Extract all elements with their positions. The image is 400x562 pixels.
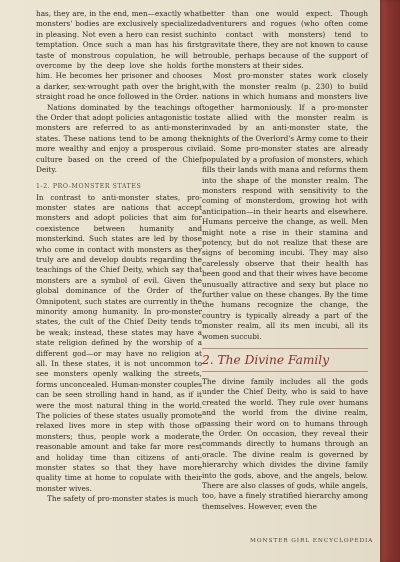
left-column xyxy=(36,9,202,505)
section-rule-bottom xyxy=(202,371,368,372)
paragraph: Most pro-monster states work closely with the monster realm (p. 230) to build nations in which humans and monsters live together harmoniously. If a pro-monster state allied with the monster realm is invaded by an anti-monster state, the knights of the Overlord's Army come to their aid. Some pro-monster states are already populated by a profusion of monsters, which fills their lands with mana and reforms them into the shape of the monster realm. The monsters respond with sensitivity to the coming of monsterdom, growing hot with anticipation—in their hearts and elsewhere. Humans perceive the change, as well. Men might note a rise in their stamina and potency, but do not realize that these are signs of becoming incubi. They may also carelessly observe that their health has been good and that their wives have become unusually attractive and sexy but place no further value on these changes. By the time the humans recognize the change, the country is typically already a part of the monster realm, all its men incubi, all its women succubi. xyxy=(202,71,368,341)
section-rule-top xyxy=(202,348,368,349)
paragraph: better than one would expect. Though adventurers and rogues (who often come into contact with monsters) tend to gravitate there, they are not known to cause trouble, perhaps because of the support of the monsters at their sides. xyxy=(202,9,368,71)
book-spine-edge xyxy=(380,0,400,562)
page-footer: MONSTER GIRL ENCYCLOPEDIA xyxy=(250,538,374,544)
section-title: 2. The Divine Family xyxy=(202,353,330,367)
paragraph: has, they are, in the end, men—exactly what monsters' bodies are exclusively specialized in pleasing. Not even a hero can resist such temptation. Once such a man has his first taste of monstrous copulation, he will be overcome by the deep love she holds for him. He becomes her prisoner and chooses a darker, sex-wrought path over the bright, straight road he once followed in the Order. xyxy=(36,9,202,102)
right-column xyxy=(202,9,368,512)
paragraph: Nations dominated by the teachings of the Order that adopt policies antagonistic to monsters are referred to as anti-monster states. These nations tend to be among the more wealthy and enjoy a prosperous civil culture based on the creed of the Chief Deity. xyxy=(36,102,202,175)
paragraph: The divine family includes all the gods under the Chief Deity, who is said to have created the world. They rule over humans and the world from the divine realm, passing their word on to humans through the Order. On occasion, they reveal their commands directly to humans through an oracle. The divine realm is governed by hierarchy which divides the divine family into the gods, above, and the angels, below. There are also classes of gods, while angels, too, have a finely stratified hierarchy among themselves. However, even the xyxy=(202,377,368,511)
subsection-heading: 1-2. PRO-MONSTER STATES xyxy=(36,182,142,190)
paragraph: The safety of pro-monster states is much xyxy=(47,494,199,504)
paragraph: In contrast to anti-monster states, pro-monster states are nations that accept monsters and adopt policies that aim for coexistence between humanity and monsterkind. Such states are led by those who come in contact with monsters as they truly are and develop doubts regarding the teachings of the Chief Deity, which say that monsters are a symbol of evil. Given the global dominance of the Order of the Omnipotent, such states are currently in the minority among humanity. In pro-monster states, the cult of the Chief Deity tends to be weak; instead, these states may have a state religion defined by the worship of a different god—or may have no religion at all. In these states, it is not uncommon to see monsters openly walking the streets, forms unconcealed. Human-monster couples can be seen strolling hand in hand, as if it were the most natural thing in the world. The policies of these states usually promote relaxed lives more in step with those of monsters; thus, people work a moderate, reasonable amount and take far more rest and holiday time than citizens of anti-monster states so that they have more quality time at home to copulate with their monster wives. xyxy=(36,192,202,493)
